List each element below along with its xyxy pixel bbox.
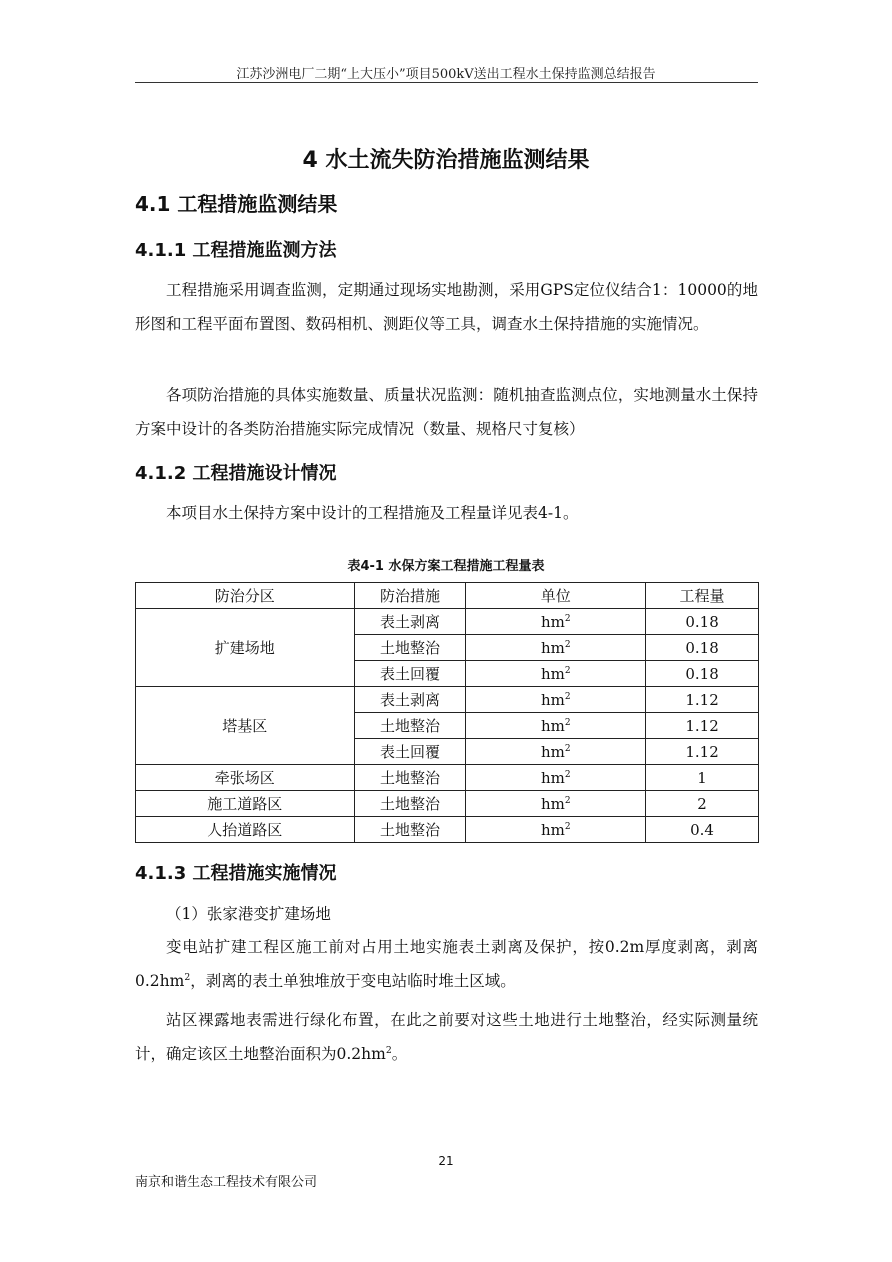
cell-unit [466,791,646,817]
cell-unit [466,635,646,661]
cell-quantity: 1.12 [646,713,759,739]
cell-quantity: 0.18 [646,609,759,635]
unit-base: hm [540,794,565,813]
cell-measure: 土地整治 [354,635,466,661]
cell-zone: 扩建场地 [136,609,355,687]
table-row [136,687,759,713]
cell-quantity: 0.18 [646,635,759,661]
unit-sup: 2 [564,769,571,780]
cell-quantity: 2 [646,791,759,817]
cell-unit [466,661,646,687]
implementation-paragraph-1 [135,930,758,998]
design-paragraph: 本项目水土保持方案中设计的工程措施及工程量详见表4-1。 [166,504,579,522]
cell-zone: 塔基区 [136,687,355,765]
cell-measure: 土地整治 [354,713,466,739]
cell-quantity: 0.4 [646,817,759,843]
method-paragraph-1: 工程措施采用调查监测，定期通过现场实地勘测，采用GPS定位仪结合1：10000的地形图和工程平面布置图、数码相机、测距仪等工具，调查水土保持措施的实施情况。 [135,281,758,333]
unit-sup: 2 [564,743,571,754]
table-row [136,817,759,843]
unit-sup: 2 [564,717,571,728]
unit-sup: 2 [564,665,571,676]
cell-unit [466,817,646,843]
section-4-1-3-heading: 4.1.3 工程措施实施情况 [135,863,337,884]
unit-sup: 2 [564,821,571,832]
unit-sup: 2 [564,795,571,806]
table-caption: 表4-1 水保方案工程措施工程量表 [347,559,545,574]
running-header: 江苏沙洲电厂二期“上大压小”项目500kV送出工程水土保持监测总结报告 [236,67,656,82]
unit-sup: 2 [564,613,571,624]
cell-measure: 土地整治 [354,765,466,791]
cell-unit [466,687,646,713]
cell-quantity: 0.18 [646,661,759,687]
header-measure: 防治措施 [354,583,466,609]
cell-unit [466,765,646,791]
measures-table [135,582,759,843]
footer-company: 南京和谐生态工程技术有限公司 [135,1175,318,1190]
header-unit: 单位 [466,583,646,609]
cell-quantity: 1.12 [646,687,759,713]
header-divider [135,82,758,83]
cell-zone: 施工道路区 [136,791,355,817]
section-4-1-1-heading: 4.1.1 工程措施监测方法 [135,240,337,261]
unit-base: hm [540,820,565,839]
p2-unit-sup: 2 [385,1044,392,1056]
section-4-1-2-heading: 4.1.2 工程措施设计情况 [135,463,337,484]
section-4-1-heading: 4.1 工程措施监测结果 [135,192,338,216]
p1-text-b: ，剥离的表土单独堆放于变电站临时堆土区域。 [190,972,516,990]
table-row [136,791,759,817]
unit-sup: 2 [564,639,571,650]
page-number: 21 [438,1154,454,1168]
cell-unit [466,713,646,739]
unit-base: hm [540,664,565,683]
table-row [136,765,759,791]
item-1-label: （1）张家港变扩建场地 [166,905,331,923]
table-body [136,609,759,843]
unit-base: hm [540,612,565,631]
cell-quantity: 1.12 [646,739,759,765]
unit-base: hm [540,716,565,735]
cell-measure: 表土剥离 [354,687,466,713]
table-header-row [136,583,759,609]
cell-measure: 土地整治 [354,791,466,817]
unit-base: hm [540,768,565,787]
unit-sup: 2 [564,691,571,702]
cell-measure: 表土剥离 [354,609,466,635]
implementation-paragraph-2 [135,1003,758,1071]
unit-base: hm [540,638,565,657]
table-row [136,609,759,635]
cell-measure: 表土回覆 [354,739,466,765]
cell-zone: 牵张场区 [136,765,355,791]
header-zone: 防治分区 [136,583,355,609]
cell-unit [466,609,646,635]
p1-unit-sup: 2 [184,971,191,983]
unit-base: hm [540,742,565,761]
cell-zone: 人抬道路区 [136,817,355,843]
unit-base: hm [540,690,565,709]
p2-text-a: 站区裸露地表需进行绿化布置，在此之前要对这些土地进行土地整治，经实际测量统计，确定该区土地整治面积为0.2hm [135,1011,758,1063]
cell-unit [466,739,646,765]
method-paragraph-2: 各项防治措施的具体实施数量、质量状况监测：随机抽查监测点位，实地测量水土保持方案中设计的各类防治措施实际完成情况（数量、规格尺寸复核） [135,386,758,438]
p2-text-b: 。 [391,1045,408,1063]
cell-quantity: 1 [646,765,759,791]
cell-measure: 表土回覆 [354,661,466,687]
cell-measure: 土地整治 [354,817,466,843]
p1-text-a: 变电站扩建工程区施工前对占用土地实施表土剥离及保护，按0.2m厚度剥离，剥离0.2hm [135,938,758,990]
header-quantity: 工程量 [646,583,759,609]
chapter-title: 4 水土流失防治措施监测结果 [302,148,590,173]
